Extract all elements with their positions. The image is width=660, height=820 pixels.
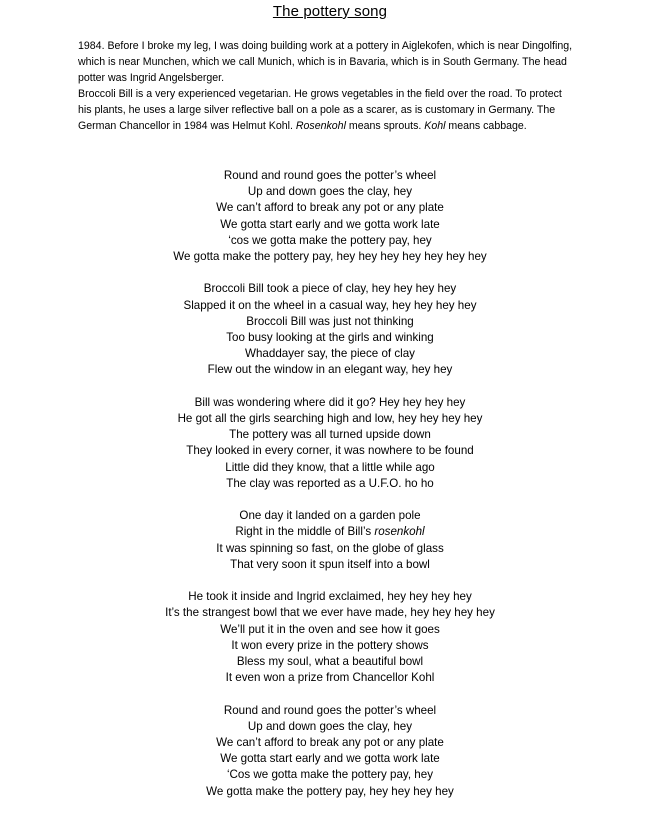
lyric-line: He took it inside and Ingrid exclaimed, hey hey hey hey: [188, 590, 472, 604]
lyric-line: Flew out the window in an elegant way, hey hey: [207, 363, 453, 377]
lyric-line: That very soon it spun itself into a bowl: [230, 557, 430, 571]
lyric-italic-word: rosenkohl: [374, 525, 425, 539]
lyric-line: The clay was reported as a U.F.O. ho ho: [226, 476, 434, 490]
lyric-line: [0, 524, 660, 540]
lyric-line: We can’t afford to break any pot or any plate: [216, 736, 444, 750]
lyric-line: Round and round goes the potter’s wheel: [223, 703, 437, 717]
lyric-line: We gotta start early and we gotta work late: [220, 217, 440, 231]
verse-6: [0, 703, 660, 800]
lyric-line: It won every prize in the pottery shows: [231, 638, 429, 652]
lyric-line: It was spinning so fast, on the globe of glass: [216, 541, 444, 555]
intro-italic-word: Kohl: [424, 120, 446, 132]
song-lyrics: [0, 168, 660, 800]
verse-1: [0, 168, 660, 265]
lyric-line: They looked in every corner, it was nowhere to be found: [186, 444, 474, 458]
lyric-line: Little did they know, that a little while ago: [225, 460, 435, 474]
lyric-line: Slapped it on the wheel in a casual way, hey hey hey hey: [183, 298, 477, 312]
page-title: The pottery song: [272, 3, 388, 20]
intro-text: means sprouts.: [345, 120, 425, 132]
verse-2: [0, 281, 660, 378]
lyric-line: Up and down goes the clay, hey: [247, 719, 413, 733]
intro-section: [78, 38, 578, 134]
verse-4: [0, 508, 660, 573]
lyric-line: Broccoli Bill was just not thinking: [246, 314, 414, 328]
lyric-line: Whaddayer say, the piece of clay: [245, 347, 415, 361]
lyric-line: Up and down goes the clay, hey: [247, 185, 413, 199]
lyric-line: ‘Cos we gotta make the pottery pay, hey: [226, 768, 433, 782]
lyric-line: Bless my soul, what a beautiful bowl: [236, 655, 424, 669]
lyric-line: We gotta make the pottery pay, hey hey hey hey: [206, 784, 454, 798]
lyric-line: The pottery was all turned upside down: [229, 428, 431, 442]
lyric-line: Broccoli Bill took a piece of clay, hey hey hey hey: [203, 282, 457, 296]
lyric-line: We gotta start early and we gotta work late: [220, 752, 440, 766]
intro-paragraph-1: 1984. Before I broke my leg, I was doing building work at a pottery in Aiglekofen, which is near Dingolfing, which is near Munchen, which we call Munich, which is in Bavaria, which is in South Germany. The head potter was Ingrid Angelsberger.: [78, 40, 573, 84]
lyric-line: We’ll put it in the oven and see how it goes: [220, 622, 440, 636]
intro-italic-word: Rosenkohl: [295, 120, 346, 132]
verse-3: [0, 395, 660, 492]
verse-5: [0, 589, 660, 686]
lyric-line: It’s the strangest bowl that we ever have made, hey hey hey hey: [165, 606, 495, 620]
intro-text: means cabbage.: [445, 120, 527, 132]
lyric-line: He got all the girls searching high and low, hey hey hey hey: [177, 412, 483, 426]
lyric-line: ‘cos we gotta make the pottery pay, hey: [228, 233, 432, 247]
lyric-line: Round and round goes the potter’s wheel: [223, 169, 437, 182]
intro-text: Broccoli Bill is a very experienced vegetarian. He grows vegetables in the field over the road. To protect his plants, he uses a large silver reflective ball on a pole as a scarer, as is customary in Germany. The German Chancellor in 1984 was Helmut Kohl.: [78, 88, 562, 132]
intro-paragraph-2: [78, 86, 578, 134]
lyric-line: Too busy looking at the girls and winking: [226, 331, 434, 345]
lyric-text: Right in the middle of Bill’s: [235, 525, 375, 539]
lyric-line: Bill was wondering where did it go? Hey hey hey hey: [194, 395, 466, 409]
lyric-line: One day it landed on a garden pole: [239, 509, 421, 523]
lyric-line: We gotta make the pottery pay, hey hey hey hey hey hey hey: [173, 250, 487, 264]
lyric-line: It even won a prize from Chancellor Kohl: [225, 671, 435, 685]
lyric-line: We can’t afford to break any pot or any plate: [216, 201, 444, 215]
